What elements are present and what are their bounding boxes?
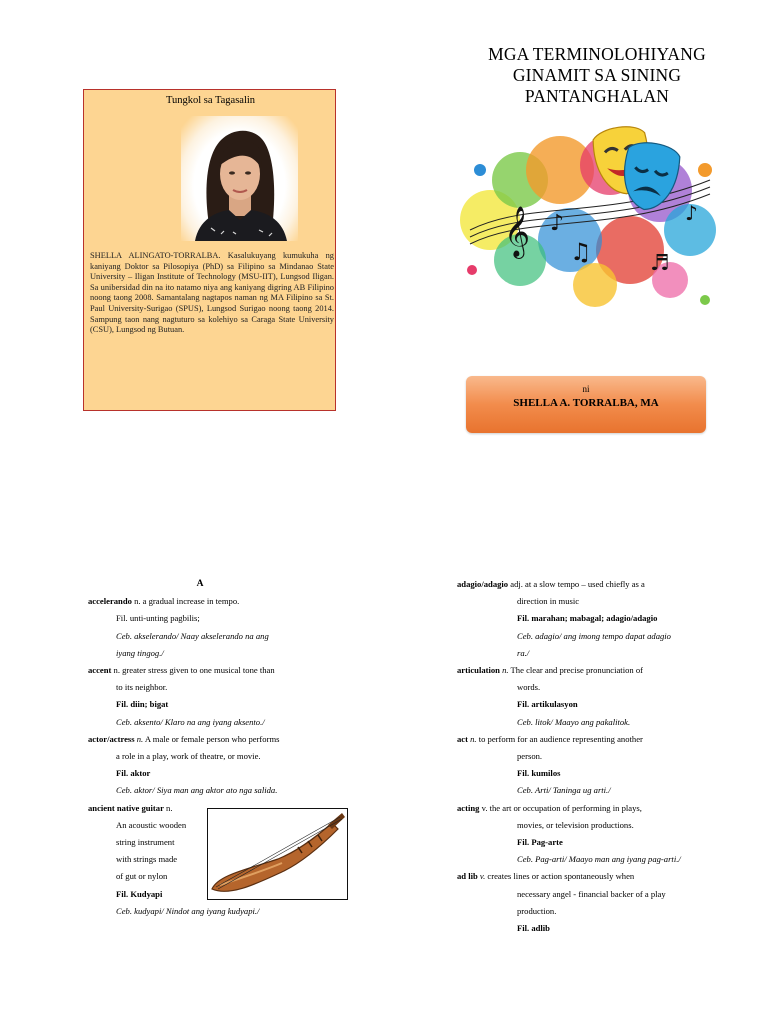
cebuano-line: Ceb. Arti/ Taninga ug arti./ bbox=[517, 785, 611, 796]
cover-title-line: PANTANGHALAN bbox=[524, 86, 670, 106]
author-by: ni bbox=[582, 384, 590, 394]
headword: accelerando bbox=[88, 596, 132, 607]
cebuano-line: Ceb. Pag-arti/ Maayo man ang iyang pag-arti./ bbox=[517, 854, 681, 865]
headword: ancient native guitar bbox=[88, 802, 164, 813]
headword: acting bbox=[457, 802, 480, 813]
cebuano-line: Ceb. kudyapi/ Nindot ang iyang kudyapi./ bbox=[116, 905, 260, 916]
cover-title-line: MGA TERMINOLOHIYANG bbox=[488, 44, 706, 64]
filipino-line: Fil. diin; bigat bbox=[116, 699, 169, 710]
headword: ad lib bbox=[457, 871, 478, 882]
entry-headline bbox=[457, 731, 709, 748]
entry-headline bbox=[88, 662, 312, 679]
cebuano-line: iyang tingog./ bbox=[116, 647, 164, 658]
definition: v. the art or occupation of performing in plays, bbox=[479, 802, 642, 813]
part-of-speech: n. bbox=[163, 802, 173, 813]
definition-cont: of gut or nylon bbox=[116, 871, 168, 882]
cebuano-line: Ceb. aktor/ Siya man ang aktor ato nga salida. bbox=[116, 785, 278, 796]
filipino-line: Fil. Kudyapi bbox=[116, 888, 163, 899]
definition: adj. at a slow tempo – used chiefly as a bbox=[508, 579, 645, 589]
cebuano-line: Ceb. litok/ Maayo ang pakalitok. bbox=[517, 716, 631, 727]
definition-cont: person. bbox=[517, 751, 543, 762]
svg-text:♬: ♬ bbox=[650, 251, 670, 276]
definition-cont: movies, or television productions. bbox=[517, 819, 634, 830]
svg-text:♫: ♫ bbox=[570, 238, 592, 266]
definition-cont: string instrument bbox=[116, 837, 175, 848]
author-bio: SHELLA ALINGATO-TORRALBA. Kasalukuyang kumukuha ng kaniyang Doktor sa Pilosopiya (PhD) sa Filipino sa Mindanao State University – Iligan Institute of Technology (MSU-IIT), Lungsod Iligan. Sa unibersidad din na ito natamo niya ang kaniyang digring AB Filipino noong taong 2008. Samantalang nagtapos naman ng MA Filipino sa St. Paul University-Surigao (SPUS), Lungsod Surigao noong taong 2014. Sampung taon nang nagtuturo sa kolehiyo sa Caraga State University (CSU), Lungsod ng Butuan. bbox=[90, 251, 334, 335]
definition-cont: to its neighbor. bbox=[116, 682, 168, 693]
filipino-line: Fil. unti-unting pagbilis; bbox=[116, 613, 200, 624]
glossary-right-column bbox=[457, 576, 709, 937]
headword: accent bbox=[88, 665, 112, 676]
entry-headline bbox=[457, 662, 709, 679]
definition: n. a gradual increase in tempo. bbox=[131, 596, 240, 607]
cebuano-line: ra./ bbox=[517, 647, 530, 658]
filipino-line: Fil. adlib bbox=[517, 923, 550, 934]
cover-title-line: GINAMIT SA SINING bbox=[512, 65, 682, 85]
author-name: SHELLA A. TORRALBA, MA bbox=[513, 397, 659, 409]
filipino-line: Fil. Pag-arte bbox=[517, 837, 563, 848]
svg-text:♪: ♪ bbox=[550, 211, 565, 236]
cover-title bbox=[462, 44, 732, 107]
part-of-speech: n. bbox=[499, 665, 509, 676]
definition-cont: necessary angel - financial backer of a play bbox=[517, 888, 666, 899]
definition-cont: production. bbox=[517, 905, 557, 916]
filipino-line: Fil. aktor bbox=[116, 768, 151, 779]
theatre-masks-illustration bbox=[460, 110, 722, 320]
definition-cont: a role in a play, work of theatre, or movie. bbox=[116, 751, 261, 762]
svg-text:𝄞: 𝄞 bbox=[504, 206, 531, 257]
kudyapi-image bbox=[207, 808, 348, 900]
about-title: Tungkol sa Tagasalin bbox=[165, 95, 256, 106]
cebuano-line: Ceb. aksento/ Klaro na ang iyang aksento./ bbox=[116, 716, 265, 727]
section-letter: A bbox=[196, 579, 204, 589]
filipino-line: Fil. kumilos bbox=[517, 768, 561, 779]
part-of-speech: v. bbox=[477, 871, 486, 882]
headword: act bbox=[457, 733, 468, 744]
entry-headline bbox=[457, 800, 709, 817]
definition-cont: words. bbox=[517, 682, 541, 693]
definition: creates lines or action spontaneously when bbox=[485, 871, 635, 882]
definition: A male or female person who performs bbox=[143, 733, 280, 744]
cebuano-line: Ceb. akselerando/ Naay akselerando na ang bbox=[116, 630, 269, 641]
filipino-line: Fil. artikulasyon bbox=[517, 699, 578, 710]
definition-cont: with strings made bbox=[116, 854, 178, 865]
cebuano-line: Ceb. adagio/ ang imong tempo dapat adagio bbox=[517, 630, 671, 641]
definition-cont: An acoustic wooden bbox=[116, 819, 187, 830]
definition: to perform for an audience representing another bbox=[476, 733, 643, 744]
headword: adagio/adagio bbox=[457, 579, 509, 589]
entry-headline bbox=[88, 593, 312, 610]
about-author-box bbox=[83, 89, 336, 411]
author-photo bbox=[181, 116, 298, 241]
filipino-line: Fil. marahan; mabagal; adagio/adagio bbox=[517, 613, 658, 624]
headword: articulation bbox=[457, 665, 500, 676]
definition: n. greater stress given to one musical tone than bbox=[111, 665, 275, 676]
part-of-speech: n. bbox=[134, 733, 144, 744]
definition: The clear and precise pronunciation of bbox=[508, 665, 643, 676]
entry-headline bbox=[457, 576, 709, 593]
part-of-speech: n. bbox=[467, 733, 477, 744]
entry-headline bbox=[88, 731, 312, 748]
author-card bbox=[466, 376, 706, 433]
definition-cont: direction in music bbox=[517, 596, 580, 607]
svg-text:♪: ♪ bbox=[685, 201, 698, 225]
headword: actor/actress bbox=[88, 733, 135, 744]
entry-headline bbox=[457, 868, 709, 885]
